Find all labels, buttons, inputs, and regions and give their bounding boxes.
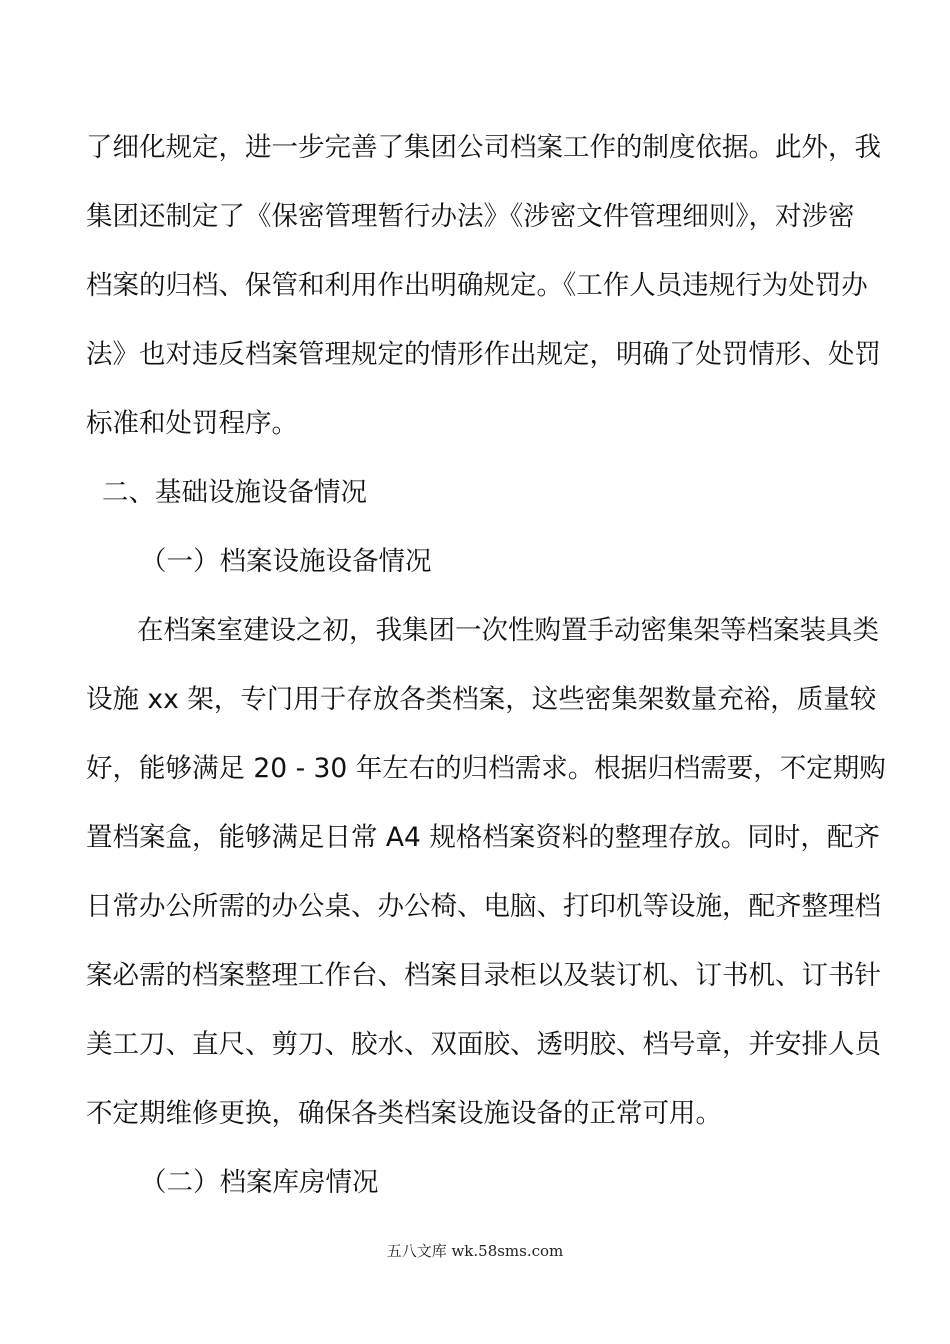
paragraph-line: 集团还制定了《保密管理暂行办法》《涉密文件管理细则》，对涉密 bbox=[86, 201, 855, 232]
paragraph-line: 案必需的档案整理工作台、档案目录柜以及装订机、订书机、订书针 bbox=[86, 960, 881, 991]
paragraph-line: 美工刀、直尺、剪刀、胶水、双面胶、透明胶、档号章，并安排人员 bbox=[86, 1029, 881, 1060]
paragraph-line: 法》也对违反档案管理规定的情形作出规定，明确了处罚情形、处罚 bbox=[86, 339, 881, 370]
subsection-heading: （二）档案库房情况 bbox=[140, 1167, 379, 1198]
paragraph-line: 设施 xx 架，专门用于存放各类档案，这些密集架数量充裕，质量较 bbox=[86, 684, 877, 715]
paragraph-line: 档案的归档、保管和利用作出明确规定。《工作人员违规行为处罚办 bbox=[86, 270, 868, 301]
paragraph-line: 好，能够满足 20 - 30 年左右的归档需求。根据归档需要，不定期购 bbox=[86, 753, 886, 784]
section-heading: 二、基础设施设备情况 bbox=[102, 477, 367, 508]
subsection-heading: （一）档案设施设备情况 bbox=[140, 546, 432, 577]
paragraph-line: 在档案室建设之初，我集团一次性购置手动密集架等档案装具类 bbox=[137, 615, 879, 646]
paragraph-line: 置档案盒，能够满足日常 A4 规格档案资料的整理存放。同时，配齐 bbox=[86, 822, 880, 853]
paragraph-line: 日常办公所需的办公桌、办公椅、电脑、打印机等设施，配齐整理档 bbox=[86, 891, 881, 922]
page-footer: 五八文库 wk.58sms.com bbox=[386, 1242, 564, 1260]
paragraph-line: 不定期维修更换，确保各类档案设施设备的正常可用。 bbox=[86, 1098, 722, 1129]
paragraph-line: 标准和处罚程序。 bbox=[86, 408, 298, 439]
paragraph-line: 了细化规定，进一步完善了集团公司档案工作的制度依据。此外，我 bbox=[86, 132, 881, 163]
